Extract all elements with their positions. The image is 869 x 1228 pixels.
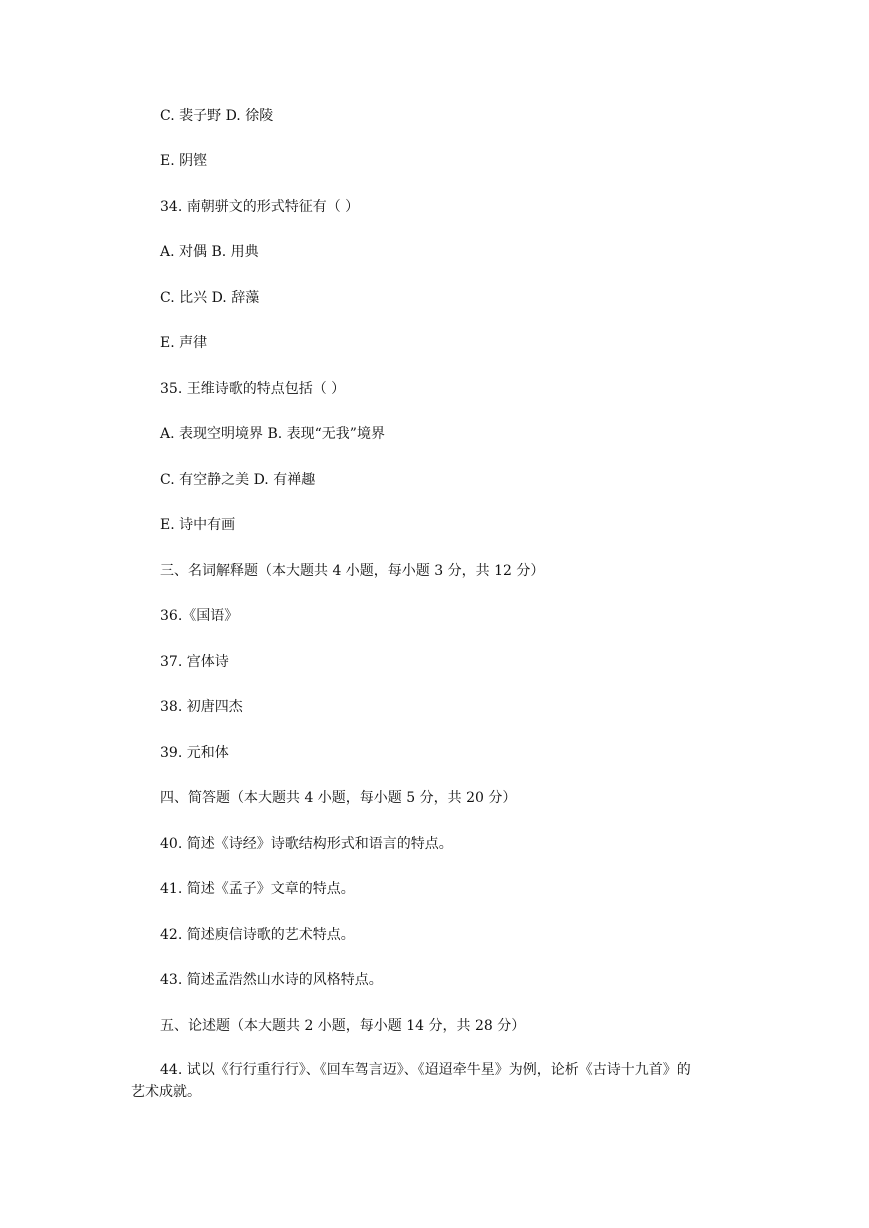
question-38: 38. 初唐四杰: [160, 699, 243, 715]
question-37: 37. 宫体诗: [160, 654, 229, 670]
question-44: [131, 1059, 743, 1103]
question-40: 40. 简述《诗经》诗歌结构形式和语言的特点。: [160, 836, 453, 852]
q34-options-c-d: C. 比兴 D. 辞藻: [160, 290, 260, 306]
question-43: 43. 简述孟浩然山水诗的风格特点。: [160, 972, 383, 988]
option-line-e: E. 阴铿: [160, 153, 208, 169]
question-39: 39. 元和体: [160, 745, 229, 761]
section-5-heading: 五、论述题（本大题共 2 小题，每小题 14 分，共 28 分）: [160, 1018, 526, 1034]
q34-options-a-b: A. 对偶 B. 用典: [160, 244, 259, 260]
q35-option-e: E. 诗中有画: [160, 517, 236, 533]
option-line-c-d: C. 裴子野 D. 徐陵: [160, 108, 274, 124]
section-3-heading: 三、名词解释题（本大题共 4 小题，每小题 3 分，共 12 分）: [160, 563, 545, 579]
question-36: 36.《国语》: [160, 608, 239, 624]
question-42: 42. 简述庾信诗歌的艺术特点。: [160, 927, 355, 943]
q35-options-c-d: C. 有空静之美 D. 有禅趣: [160, 472, 316, 488]
q35-options-a-b: A. 表现空明境界 B. 表现“无我”境界: [160, 426, 385, 442]
question-44-line-1: 44. 试以《行行重行行》、《回车驾言迈》、《迢迢牵牛星》为例，论析《古诗十九首》的: [160, 1062, 691, 1078]
question-34: 34. 南朝骈文的形式特征有（ ）: [160, 199, 360, 215]
section-4-heading: 四、简答题（本大题共 4 小题，每小题 5 分，共 20 分）: [160, 790, 517, 806]
question-44-line-2: 艺术成就。: [131, 1084, 201, 1100]
question-35: 35. 王维诗歌的特点包括（ ）: [160, 381, 346, 397]
question-41: 41. 简述《孟子》文章的特点。: [160, 881, 355, 897]
q34-option-e: E. 声律: [160, 335, 208, 351]
